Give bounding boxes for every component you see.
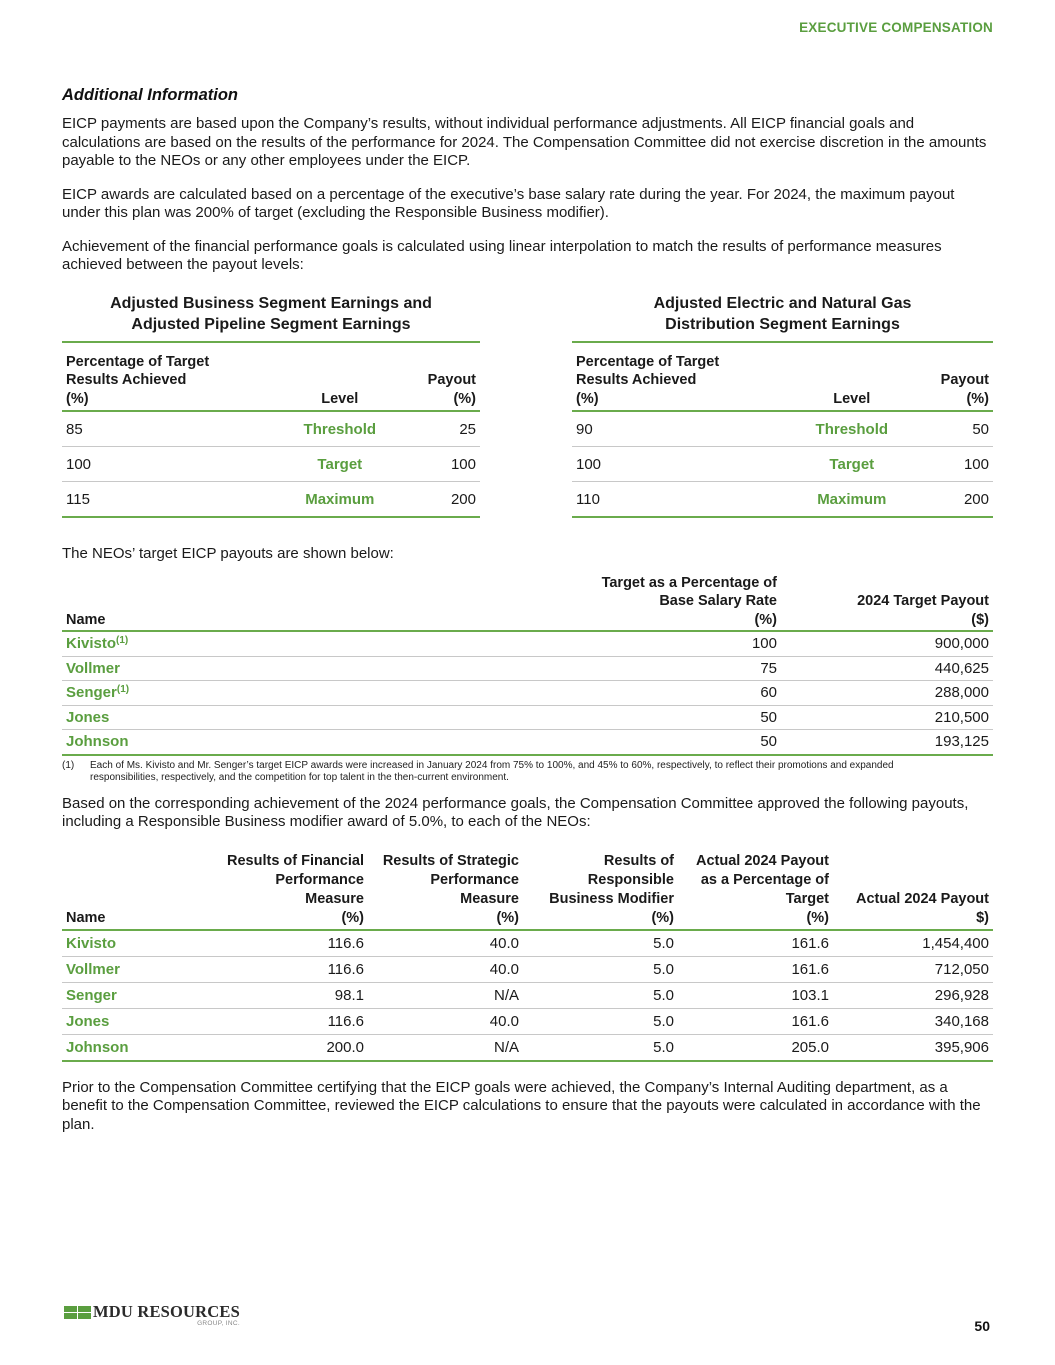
footnote-mark: (1) (62, 759, 75, 771)
header-row (62, 574, 993, 632)
paragraph-eicp-payments: EICP payments are based upon the Company’s results, without individual performance adjustments. All EICP financial goals and calculations are based on the results of the performance for 2024. The Compensation Committee did not exercise discretion in the amounts payable to the NEOs or any other employees under the EICP. (62, 115, 987, 169)
table-row (62, 656, 993, 681)
payout-cell: 200 (911, 482, 993, 518)
payout-level-tables (62, 293, 993, 519)
page-number: 50 (974, 1318, 990, 1334)
name-cell: Kivisto$^{(1)}$ (62, 631, 541, 656)
name-cell: Kivisto (62, 930, 218, 957)
target-payout-table (62, 574, 993, 756)
table-row (572, 411, 993, 447)
table-row (572, 447, 993, 482)
payout-table (572, 343, 993, 519)
payout-pct-cell: 161.6 (678, 1008, 833, 1034)
achieved-cell: 110 (572, 482, 793, 518)
footnote-ref: (1) (116, 684, 130, 696)
name-cell: Vollmer (62, 656, 541, 681)
actual-payout-cell: 1,454,400 (833, 930, 993, 957)
responsible-business-cell: 5.0 (523, 956, 678, 982)
logo-subtitle: GROUP, INC. (197, 1320, 240, 1327)
actual-payout-cell: 712,050 (833, 956, 993, 982)
target-payout-cell: 288,000 (781, 681, 993, 706)
achieved-cell: 115 (62, 482, 281, 518)
payout-table-title: Adjusted Electric and Natural Gas Distribution Segment Earnings (572, 293, 993, 343)
header-financial: Results of Financial Performance Measure (%) (218, 852, 368, 930)
page-content (62, 86, 993, 1149)
target-payout-cell: 193,125 (781, 730, 993, 755)
table-row (62, 411, 480, 447)
paragraph-eicp-awards: EICP awards are calculated based on a percentage of the executive’s base salary rate during the year. For 2024, the maximum payout under this plan was 200% of target (excluding the Responsible Business modifier). (62, 185, 955, 221)
payout-cell: 50 (911, 411, 993, 447)
paragraph-target-intro: The NEOs’ target EICP payouts are shown below: (62, 545, 394, 562)
table-row (62, 631, 993, 656)
financial-cell: 200.0 (218, 1034, 368, 1061)
level-cell: Target (793, 447, 911, 482)
footnote-ref: (1) (116, 635, 129, 647)
electric-gas-payout-table (572, 293, 993, 519)
achieved-cell: 100 (62, 447, 281, 482)
header-target-payout: 2024 Target Payout ($) (781, 574, 993, 632)
payout-cell: 100 (398, 447, 480, 482)
logo-name: MDU RESOURCES (93, 1302, 240, 1321)
achieved-cell: 85 (62, 411, 281, 447)
header-strategic: Results of Strategic Performance Measure (%) (368, 852, 523, 930)
name-cell: Senger (62, 982, 218, 1008)
header-name: Name (62, 852, 218, 930)
payout-pct-cell: 205.0 (678, 1034, 833, 1061)
payout-pct-cell: 161.6 (678, 956, 833, 982)
name-cell: Vollmer (62, 956, 218, 982)
header-responsible-business: Results of Responsible Business Modifier (%) (523, 852, 678, 930)
table-row (62, 956, 993, 982)
responsible-business-cell: 5.0 (523, 1008, 678, 1034)
responsible-business-cell: 5.0 (523, 1034, 678, 1061)
table-row (62, 681, 993, 706)
header-payout: Payout (%) (398, 343, 480, 412)
target-pct-cell: 50 (541, 730, 781, 755)
actual-payout-cell: 395,906 (833, 1034, 993, 1061)
achieved-cell: 100 (572, 447, 793, 482)
target-payout-cell: 440,625 (781, 656, 993, 681)
level-cell: Maximum (793, 482, 911, 518)
target-pct-cell: 50 (541, 705, 781, 730)
strategic-cell: 40.0 (368, 930, 523, 957)
paragraph-achievement: Achievement of the financial performance goals is calculated using linear interpolation to match the results of performance measures achieved between the payout levels: (62, 237, 942, 273)
header-payout: Payout (%) (911, 343, 993, 412)
section-header: EXECUTIVE COMPENSATION (799, 20, 993, 35)
header-payout-pct: Actual 2024 Payout as a Percentage of Target (%) (678, 852, 833, 930)
actual-payout-cell: 296,928 (833, 982, 993, 1008)
name-cell: Jones (62, 1008, 218, 1034)
payout-pct-cell: 161.6 (678, 930, 833, 957)
responsible-business-cell: 5.0 (523, 982, 678, 1008)
table-row (62, 705, 993, 730)
header-achieved: Percentage of Target Results Achieved (%) (62, 343, 281, 412)
header-row (62, 852, 993, 930)
payout-cell: 200 (398, 482, 480, 518)
payout-pct-cell: 103.1 (678, 982, 833, 1008)
footnote (62, 760, 993, 785)
section-title: Additional Information (62, 86, 238, 104)
target-pct-cell: 100 (541, 631, 781, 656)
target-payout-cell: 900,000 (781, 631, 993, 656)
payout-table-title: Adjusted Business Segment Earnings and Adjusted Pipeline Segment Earnings (62, 293, 480, 343)
table-row (62, 1008, 993, 1034)
logo-mark-icon (64, 1306, 91, 1319)
table-row (62, 1034, 993, 1061)
paragraph-actual-intro: Based on the corresponding achievement of the 2024 performance goals, the Compensation Committee approved the following payouts, including a Responsible Business modifier award of 5.0%, to each of the NEOs: (62, 794, 969, 830)
level-cell: Maximum (281, 482, 398, 518)
level-cell: Threshold (793, 411, 911, 447)
name-cell: Jones (62, 705, 541, 730)
header-level: Level (281, 343, 398, 412)
target-payout-cell: 210,500 (781, 705, 993, 730)
header-achieved: Percentage of Target Results Achieved (%) (572, 343, 793, 412)
paragraph-internal-audit: Prior to the Compensation Committee certifying that the EICP goals were achieved, the Company’s Internal Auditing department, as a benefit to the Compensation Committee, reviewed the EICP calculations to ensure that the payouts were calculated in accordance with the plan. (62, 1078, 981, 1133)
strategic-cell: N/A (368, 982, 523, 1008)
table-row (62, 447, 480, 482)
table-row (62, 482, 480, 518)
financial-cell: 116.6 (218, 1008, 368, 1034)
name-cell: Johnson (62, 730, 541, 755)
responsible-business-cell: 5.0 (523, 930, 678, 957)
name-cell: Senger$^{(1)}$ (62, 681, 541, 706)
header-level: Level (793, 343, 911, 412)
financial-cell: 116.6 (218, 930, 368, 957)
payout-cell: 100 (911, 447, 993, 482)
level-cell: Threshold (281, 411, 398, 447)
payout-table (62, 343, 480, 519)
level-cell: Target (281, 447, 398, 482)
table-row (62, 982, 993, 1008)
financial-cell: 116.6 (218, 956, 368, 982)
target-pct-cell: 75 (541, 656, 781, 681)
business-pipeline-payout-table (62, 293, 480, 519)
financial-cell: 98.1 (218, 982, 368, 1008)
target-pct-cell: 60 (541, 681, 781, 706)
achieved-cell: 90 (572, 411, 793, 447)
header-actual-payout: Actual 2024 Payout $) (833, 852, 993, 930)
header-row (62, 343, 480, 412)
strategic-cell: N/A (368, 1034, 523, 1061)
header-target-pct: Target as a Percentage of Base Salary Rate (%) (541, 574, 781, 632)
table-row (62, 930, 993, 957)
payout-cell: 25 (398, 411, 480, 447)
company-logo (64, 1304, 240, 1328)
strategic-cell: 40.0 (368, 956, 523, 982)
header-row (572, 343, 993, 412)
name-cell: Johnson (62, 1034, 218, 1061)
actual-payout-cell: 340,168 (833, 1008, 993, 1034)
header-name: Name (62, 574, 541, 632)
table-row (572, 482, 993, 518)
footnote-text: Each of Ms. Kivisto and Mr. Senger’s target EICP awards were increased in January 2024 from 75% to 100%, and 45% to 60%, respectively, to reflect their promotions and expanded responsibilities, respectively, and the competition for top talent in the then-current environment. (90, 759, 894, 783)
strategic-cell: 40.0 (368, 1008, 523, 1034)
table-row (62, 730, 993, 755)
actual-payout-table (62, 852, 993, 1062)
